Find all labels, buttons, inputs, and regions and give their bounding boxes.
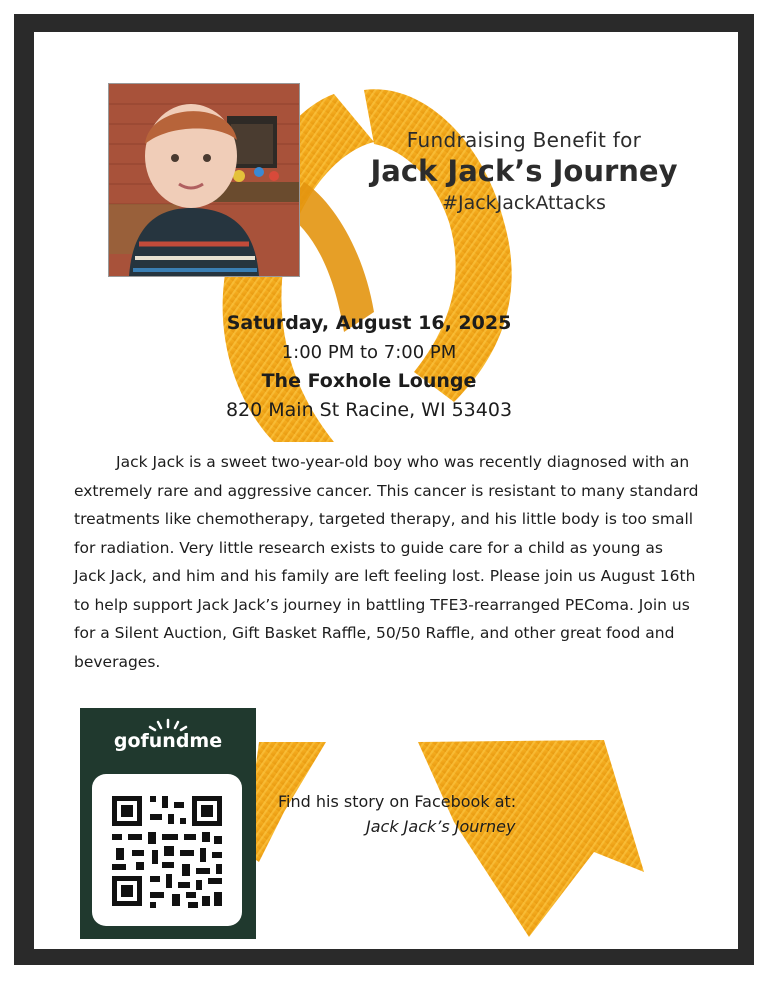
event-date: Saturday, August 16, 2025 [226,312,512,334]
description-text: Jack Jack is a sweet two-year-old boy who was recently diagnosed with an extremely rare and aggressive cancer. This cancer is resistant to many standard treatments like chemotherapy, targeted therapy, and his little body is too small for radiation. Very little research exists to guide care for a child as young as Jack Jack, and him and his family are left feeling lost. Please join us August 16th to help support Jack Jack’s journey in battling TFE3-rearranged PEComa. Join us for a Silent Auction, Gift Basket Raffle, 50/50 Raffle, and other great food and beverages. [74,453,699,671]
gofundme-logo: gofundme [113,730,223,752]
facebook-page-name[interactable]: Jack Jack’s Journey [366,817,516,836]
facebook-prompt: Find his story on Facebook at: [278,792,517,811]
event-address: 820 Main St Racine, WI 53403 [225,399,513,421]
event-time: 1:00 PM to 7:00 PM [281,342,457,363]
child-photo [108,83,300,277]
page-title: Jack Jack’s Journey [370,154,678,188]
qr-code-card[interactable] [92,774,242,926]
gofundme-card[interactable] [80,708,256,939]
pre-title: Fundraising Benefit for [406,128,642,152]
qr-code-icon [92,774,242,926]
hashtag: #JackJackAttacks [442,192,606,214]
flyer-page [34,32,738,949]
event-venue: The Foxhole Lounge [261,370,477,392]
event-details [174,309,564,425]
description [74,448,699,676]
title-block [334,128,714,214]
facebook-info [278,792,638,836]
